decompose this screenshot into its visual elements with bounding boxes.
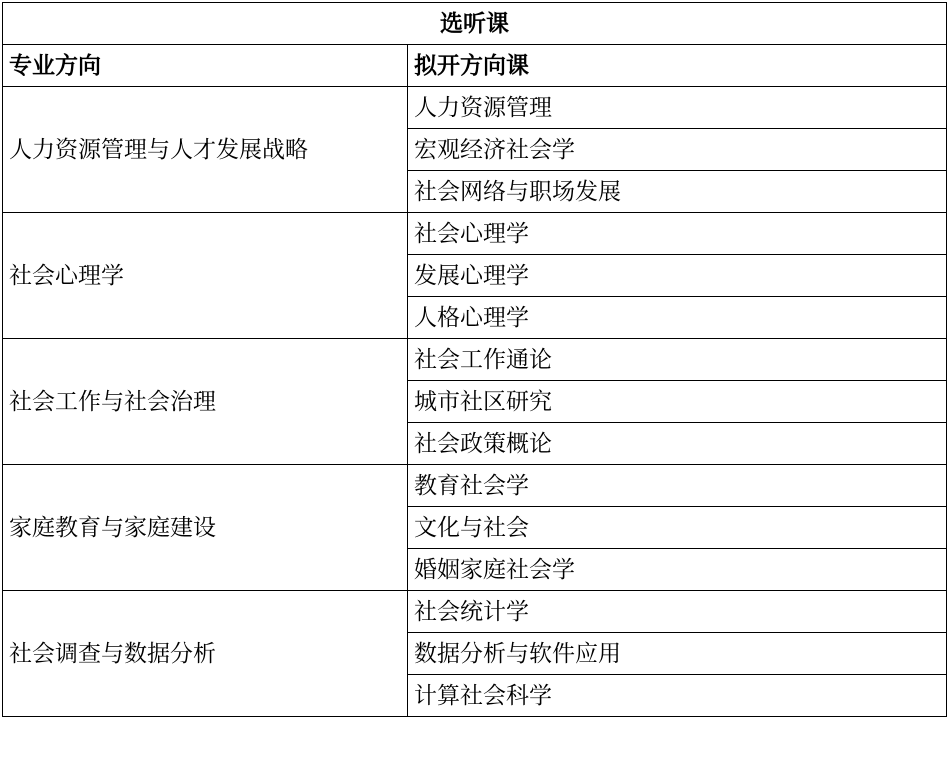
- course-cell: 宏观经济社会学: [408, 129, 947, 171]
- course-cell: 社会工作通论: [408, 339, 947, 381]
- table-row: [3, 87, 947, 129]
- direction-cell: 家庭教育与家庭建设: [3, 465, 408, 591]
- direction-cell: 社会心理学: [3, 213, 408, 339]
- document-sheet: [0, 2, 948, 757]
- course-cell: 数据分析与软件应用: [408, 633, 947, 675]
- course-cell: 社会网络与职场发展: [408, 171, 947, 213]
- direction-cell: 社会调查与数据分析: [3, 591, 408, 717]
- table-title-row: [3, 3, 947, 45]
- course-cell: 发展心理学: [408, 255, 947, 297]
- page-title: 选听课: [3, 3, 947, 45]
- table-row: [3, 339, 947, 381]
- course-cell: 计算社会科学: [408, 675, 947, 717]
- course-cell: 人力资源管理: [408, 87, 947, 129]
- course-cell: 城市社区研究: [408, 381, 947, 423]
- course-cell: 社会统计学: [408, 591, 947, 633]
- table-row: [3, 465, 947, 507]
- course-cell: 教育社会学: [408, 465, 947, 507]
- course-cell: 社会政策概论: [408, 423, 947, 465]
- table-row: [3, 591, 947, 633]
- direction-cell: 人力资源管理与人才发展战略: [3, 87, 408, 213]
- course-cell: 婚姻家庭社会学: [408, 549, 947, 591]
- course-cell: 文化与社会: [408, 507, 947, 549]
- table-row: [3, 213, 947, 255]
- table-header-row: [3, 45, 947, 87]
- course-cell: 社会心理学: [408, 213, 947, 255]
- column-header-courses: 拟开方向课: [408, 45, 947, 87]
- course-table: [2, 2, 947, 717]
- column-header-direction: 专业方向: [3, 45, 408, 87]
- direction-cell: 社会工作与社会治理: [3, 339, 408, 465]
- course-cell: 人格心理学: [408, 297, 947, 339]
